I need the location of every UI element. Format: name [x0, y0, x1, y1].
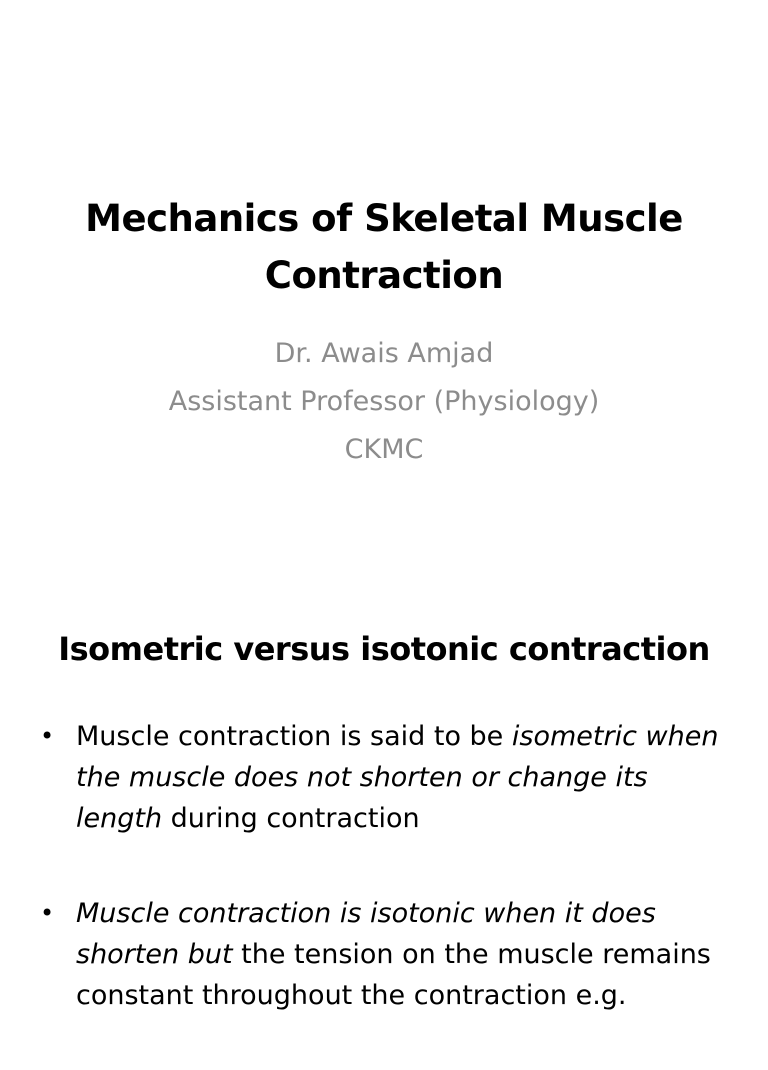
bullet-item-isometric	[40, 716, 740, 839]
title-line-1: Mechanics of Skeletal Muscle	[85, 197, 683, 240]
slide-title	[40, 190, 728, 304]
bullet-text	[76, 721, 718, 834]
bullet-text-italic: isometric when the muscle does not shorten or change its length	[76, 721, 719, 834]
bullet-text-part: the tension on the muscle remains constant throughout the contraction e.g.	[76, 939, 711, 1011]
bullet-list	[40, 716, 740, 1070]
slide-subtitle	[40, 330, 728, 474]
bullet-item-isotonic	[40, 893, 740, 1016]
bullet-text-part: during contraction	[162, 803, 420, 834]
title-line-2: Contraction	[264, 254, 504, 297]
bullet-text-italic: Muscle contraction is isotonic when it does shorten but	[76, 898, 656, 970]
bullet-dot-icon: •	[40, 899, 55, 927]
content-slide-title: Isometric versus isotonic contraction	[58, 630, 710, 668]
content-slide	[0, 576, 768, 1024]
bullet-text	[76, 898, 711, 1011]
bullet-text-part: Muscle contraction is said to be	[76, 721, 512, 752]
author-institution: CKMC	[344, 434, 424, 465]
author-position: Assistant Professor (Physiology)	[168, 386, 600, 417]
author-name: Dr. Awais Amjad	[274, 338, 494, 369]
bullet-dot-icon: •	[40, 722, 55, 750]
